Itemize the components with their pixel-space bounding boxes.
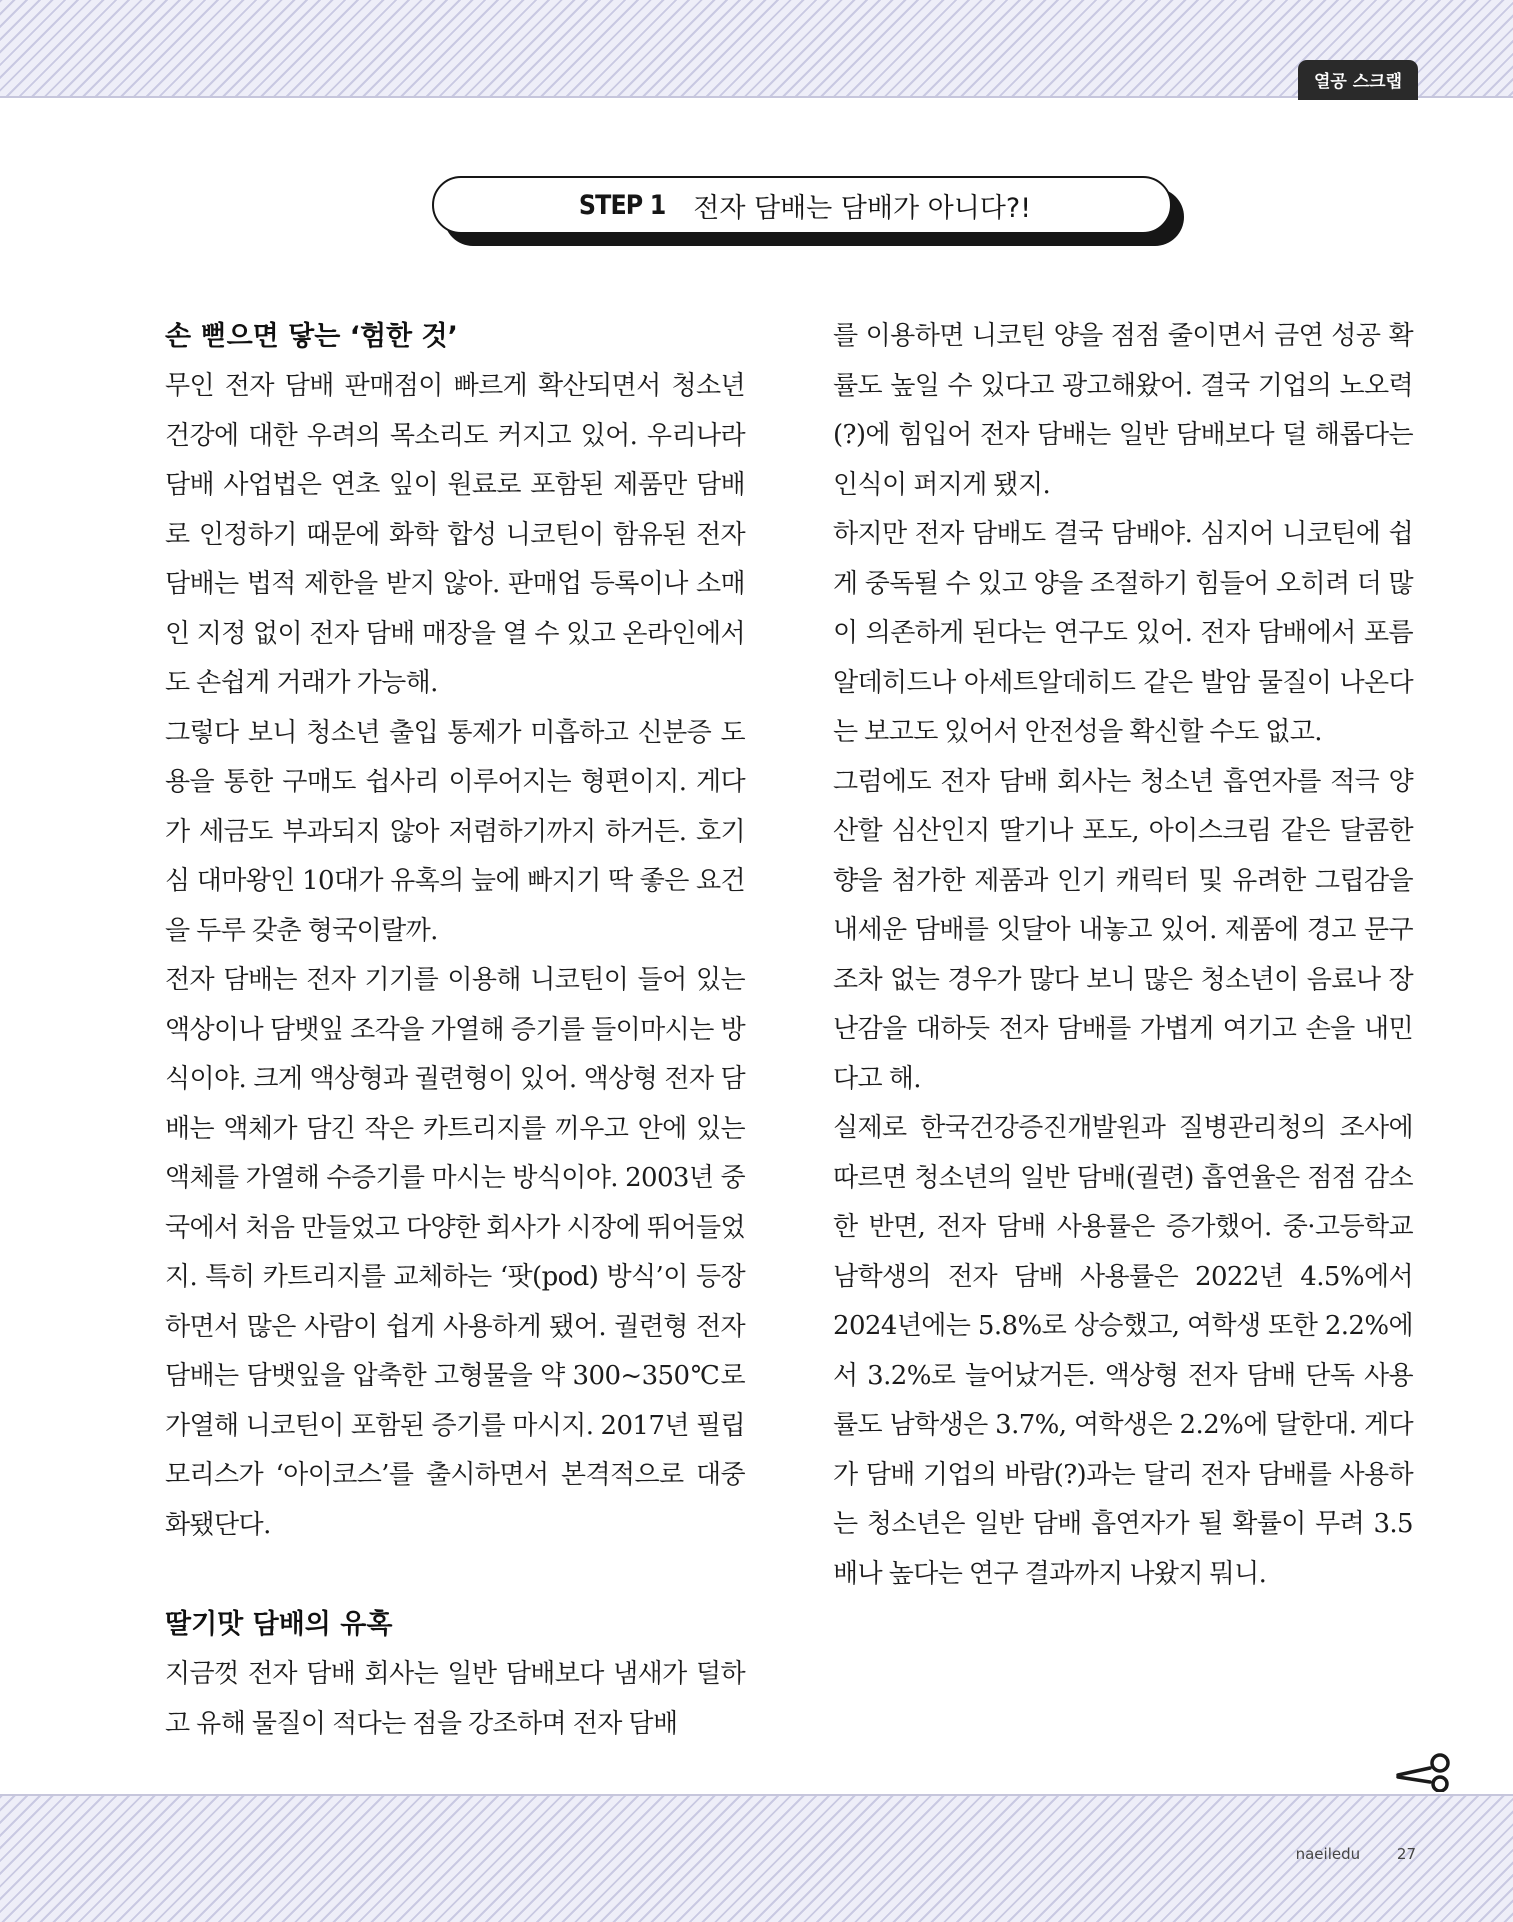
page-number: 27 (1396, 1845, 1416, 1863)
right-column (833, 312, 1413, 1599)
banner-title: 전자 담배는 담배가 아니다?! (693, 192, 1032, 224)
paragraph: 를 이용하면 니코틴 양을 점점 줄이면서 금연 성공 확률도 높일 수 있다고 광고해왔어. 결국 기업의 노오력(?)에 힘입어 전자 담배는 일반 담배보다 덜 해롭다는 인식이 퍼지게 됐지. (833, 321, 1413, 500)
step-banner (432, 176, 1172, 234)
section-tab: 열공 스크랩 (1298, 60, 1418, 100)
section-gap (165, 1550, 745, 1600)
scissors-icon (1396, 1752, 1458, 1792)
bottom-stripe-band (0, 1794, 1513, 1922)
left-column (165, 312, 745, 1749)
paragraph: 전자 담배는 전자 기기를 이용해 니코틴이 들어 있는 액상이나 담뱃잎 조각을 가열해 증기를 들이마시는 방식이야. 크게 액상형과 궐련형이 있어. 액상형 전자 담배는 액체가 담긴 작은 카트리지를 끼우고 안에 있는 액체를 가열해 수증기를 마시는 방식이야. 2003년 중국에서 처음 만들었고 다양한 회사가 시장에 뛰어들었지. 특히 카트리지를 교체하는 ‘팟(pod) 방식’이 등장하면서 많은 사람이 쉽게 사용하게 됐어. 궐련형 전자 담배는 담뱃잎을 압축한 고형물을 약 300~350℃로 가열해 니코틴이 포함된 증기를 마시지. 2017년 필립모리스가 ‘아이코스’를 출시하면서 본격적으로 대중화됐단다. (165, 965, 745, 1540)
heading-1: 손 뻗으면 닿는 ‘험한 것’ (165, 321, 458, 352)
paragraph: 지금껏 전자 담배 회사는 일반 담배보다 냄새가 덜하고 유해 물질이 적다는 점을 강조하며 전자 담배 (165, 1659, 745, 1739)
paragraph: 그렇다 보니 청소년 출입 통제가 미흡하고 신분증 도용을 통한 구매도 쉽사리 이루어지는 형편이지. 게다가 세금도 부과되지 않아 저렴하기까지 하거든. 호기심 대마왕인 10대가 유혹의 늪에 빠지기 딱 좋은 요건을 두루 갖춘 형국이랄까. (165, 717, 745, 946)
paragraph: 실제로 한국건강증진개발원과 질병관리청의 조사에 따르면 청소년의 일반 담배(궐련) 흡연율은 점점 감소한 반면, 전자 담배 사용률은 증가했어. 중·고등학교 남학생의 전자 담배 사용률은 2022년 4.5%에서 2024년에는 5.8%로 상승했고, 여학생 또한 2.2%에서 3.2%로 늘어났거든. 액상형 전자 담배 단독 사용률도 남학생은 3.7%, 여학생은 2.2%에 달한대. 게다가 담배 기업의 바람(?)과는 달리 전자 담배를 사용하는 청소년은 일반 담배 흡연자가 될 확률이 무려 3.5배나 높다는 연구 결과까지 나왔지 뭐니. (833, 1113, 1413, 1589)
footer-brand: naeiledu (1295, 1845, 1361, 1863)
paragraph: 무인 전자 담배 판매점이 빠르게 확산되면서 청소년 건강에 대한 우려의 목소리도 커지고 있어. 우리나라 담배 사업법은 연초 잎이 원료로 포함된 제품만 담배로 인정하기 때문에 화학 합성 니코틴이 함유된 전자 담배는 법적 제한을 받지 않아. 판매업 등록이나 소매인 지정 없이 전자 담배 매장을 열 수 있고 온라인에서도 손쉽게 거래가 가능해. (165, 371, 745, 698)
heading-2: 딸기맛 담배의 유혹 (165, 1609, 393, 1640)
paragraph: 그럼에도 전자 담배 회사는 청소년 흡연자를 적극 양산할 심산인지 딸기나 포도, 아이스크림 같은 달콤한 향을 첨가한 제품과 인기 캐릭터 및 유려한 그립감을 내세운 담배를 잇달아 내놓고 있어. 제품에 경고 문구조차 없는 경우가 많다 보니 많은 청소년이 음료나 장난감을 대하듯 전자 담배를 가볍게 여기고 손을 내민다고 해. (833, 766, 1413, 1094)
step-label: STEP 1 (578, 189, 666, 221)
paragraph: 하지만 전자 담배도 결국 담배야. 심지어 니코틴에 쉽게 중독될 수 있고 양을 조절하기 힘들어 오히려 더 많이 의존하게 된다는 연구도 있어. 전자 담배에서 포름알데히드나 아세트알데히드 같은 발암 물질이 나온다는 보고도 있어서 안전성을 확신할 수도 없고. (833, 519, 1413, 747)
top-stripe-band (0, 0, 1513, 98)
page-footer (1296, 1845, 1416, 1863)
banner-pill (432, 176, 1172, 234)
